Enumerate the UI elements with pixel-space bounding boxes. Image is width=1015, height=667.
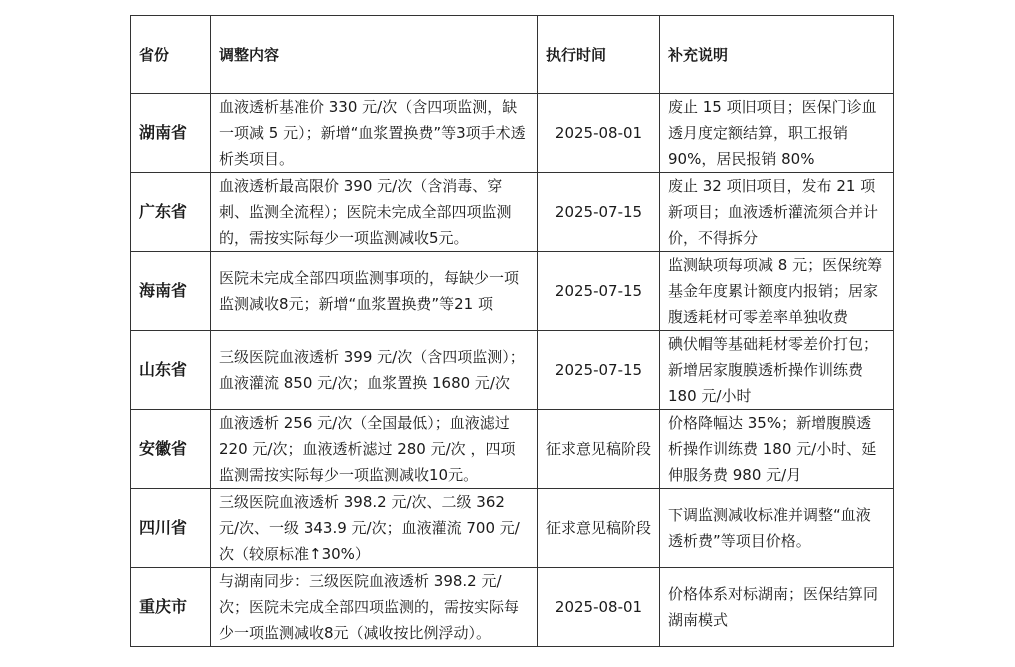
table-row	[131, 173, 894, 252]
note-cell: 下调监测减收标准并调整“血液透析费”等项目价格。	[660, 489, 894, 568]
header-row	[131, 16, 894, 94]
province-cell: 海南省	[131, 252, 211, 331]
date-cell: 2025-07-15	[538, 173, 660, 252]
province-cell: 山东省	[131, 331, 211, 410]
date-cell: 2025-08-01	[538, 568, 660, 647]
content-cell: 医院未完成全部四项监测事项的，每缺少一项监测减收8元；新增“血浆置换费”等21 项	[211, 252, 538, 331]
province-cell: 安徽省	[131, 410, 211, 489]
note-cell: 价格降幅达 35%；新增腹膜透析操作训练费 180 元/小时、延伸服务费 980 元/月	[660, 410, 894, 489]
content-cell: 血液透析基准价 330 元/次（含四项监测，缺一项减 5 元）；新增“血浆置换费”等3项手术透析类项目。	[211, 94, 538, 173]
note-cell: 废止 32 项旧项目，发布 21 项新项目；血液透析灌流须合并计价，不得拆分	[660, 173, 894, 252]
date-cell: 征求意见稿阶段	[538, 489, 660, 568]
table-row	[131, 252, 894, 331]
note-cell: 价格体系对标湖南；医保结算同湖南模式	[660, 568, 894, 647]
table-row	[131, 489, 894, 568]
province-cell: 广东省	[131, 173, 211, 252]
date-cell: 2025-07-15	[538, 252, 660, 331]
date-cell: 征求意见稿阶段	[538, 410, 660, 489]
content-cell: 血液透析最高限价 390 元/次（含消毒、穿刺、监测全流程）；医院未完成全部四项监测的，需按实际每少一项监测减收5元。	[211, 173, 538, 252]
header-note: 补充说明	[660, 16, 894, 94]
note-cell: 碘伏帽等基础耗材零差价打包；新增居家腹膜透析操作训练费 180 元/小时	[660, 331, 894, 410]
province-cell: 四川省	[131, 489, 211, 568]
header-date: 执行时间	[538, 16, 660, 94]
header-province: 省份	[131, 16, 211, 94]
note-cell: 监测缺项每项减 8 元；医保统筹基金年度累计额度内报销；居家腹透耗材可零差率单独收费	[660, 252, 894, 331]
table-row	[131, 410, 894, 489]
content-cell: 三级医院血液透析 399 元/次（含四项监测）；血液灌流 850 元/次；血浆置换 1680 元/次	[211, 331, 538, 410]
table-row	[131, 94, 894, 173]
content-cell: 与湖南同步：三级医院血液透析 398.2 元/次；医院未完成全部四项监测的，需按实际每少一项监测减收8元（减收按比例浮动）。	[211, 568, 538, 647]
date-cell: 2025-08-01	[538, 94, 660, 173]
header-content: 调整内容	[211, 16, 538, 94]
dialysis-price-table	[130, 15, 894, 647]
table-row	[131, 331, 894, 410]
province-cell: 重庆市	[131, 568, 211, 647]
province-cell: 湖南省	[131, 94, 211, 173]
table-row	[131, 568, 894, 647]
date-cell: 2025-07-15	[538, 331, 660, 410]
note-cell: 废止 15 项旧项目；医保门诊血透月度定额结算，职工报销 90%，居民报销 80%	[660, 94, 894, 173]
content-cell: 三级医院血液透析 398.2 元/次、二级 362 元/次、一级 343.9 元/次；血液灌流 700 元/次（较原标准↑30%）	[211, 489, 538, 568]
content-cell: 血液透析 256 元/次（全国最低）；血液滤过 220 元/次；血液透析滤过 280 元/次 ，四项监测需按实际每少一项监测减收10元。	[211, 410, 538, 489]
